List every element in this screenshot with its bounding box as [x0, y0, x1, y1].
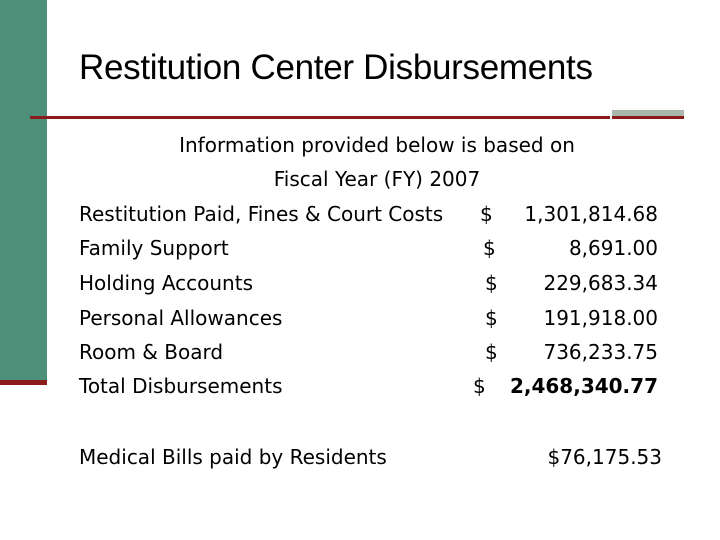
intro-line-2: Fiscal Year (FY) 2007 — [273, 167, 481, 191]
row-currency: $ — [480, 202, 493, 226]
row-amount: 229,683.34 — [543, 271, 658, 295]
row-currency: $ — [485, 271, 498, 295]
title-rule — [30, 116, 610, 119]
row-label: Holding Accounts — [79, 271, 253, 295]
row-amount: 8,691.00 — [568, 236, 658, 260]
medical-amount: $76,175.53 — [547, 445, 662, 469]
row-currency: $ — [485, 340, 498, 364]
title-rule-tail — [612, 116, 684, 119]
row-amount: 191,918.00 — [543, 306, 658, 330]
row-amount: 1,301,814.68 — [524, 202, 658, 226]
row-label: Personal Allowances — [79, 306, 283, 330]
row-currency: $ — [473, 374, 486, 398]
slide-title: Restitution Center Disbursements — [79, 48, 593, 87]
side-bar-red-accent — [0, 380, 47, 385]
side-bar-decoration — [0, 0, 47, 383]
row-currency: $ — [483, 236, 496, 260]
row-label: Restitution Paid, Fines & Court Costs — [79, 202, 444, 226]
row-amount: 736,233.75 — [543, 340, 658, 364]
row-label: Family Support — [79, 236, 229, 260]
row-currency: $ — [485, 306, 498, 330]
medical-label: Medical Bills paid by Residents — [79, 445, 387, 469]
row-label: Room & Board — [79, 340, 224, 364]
intro-line-1: Information provided below is based on — [179, 133, 575, 157]
row-label: Total Disbursements — [79, 374, 283, 398]
row-amount-total: 2,468,340.77 — [509, 374, 658, 398]
